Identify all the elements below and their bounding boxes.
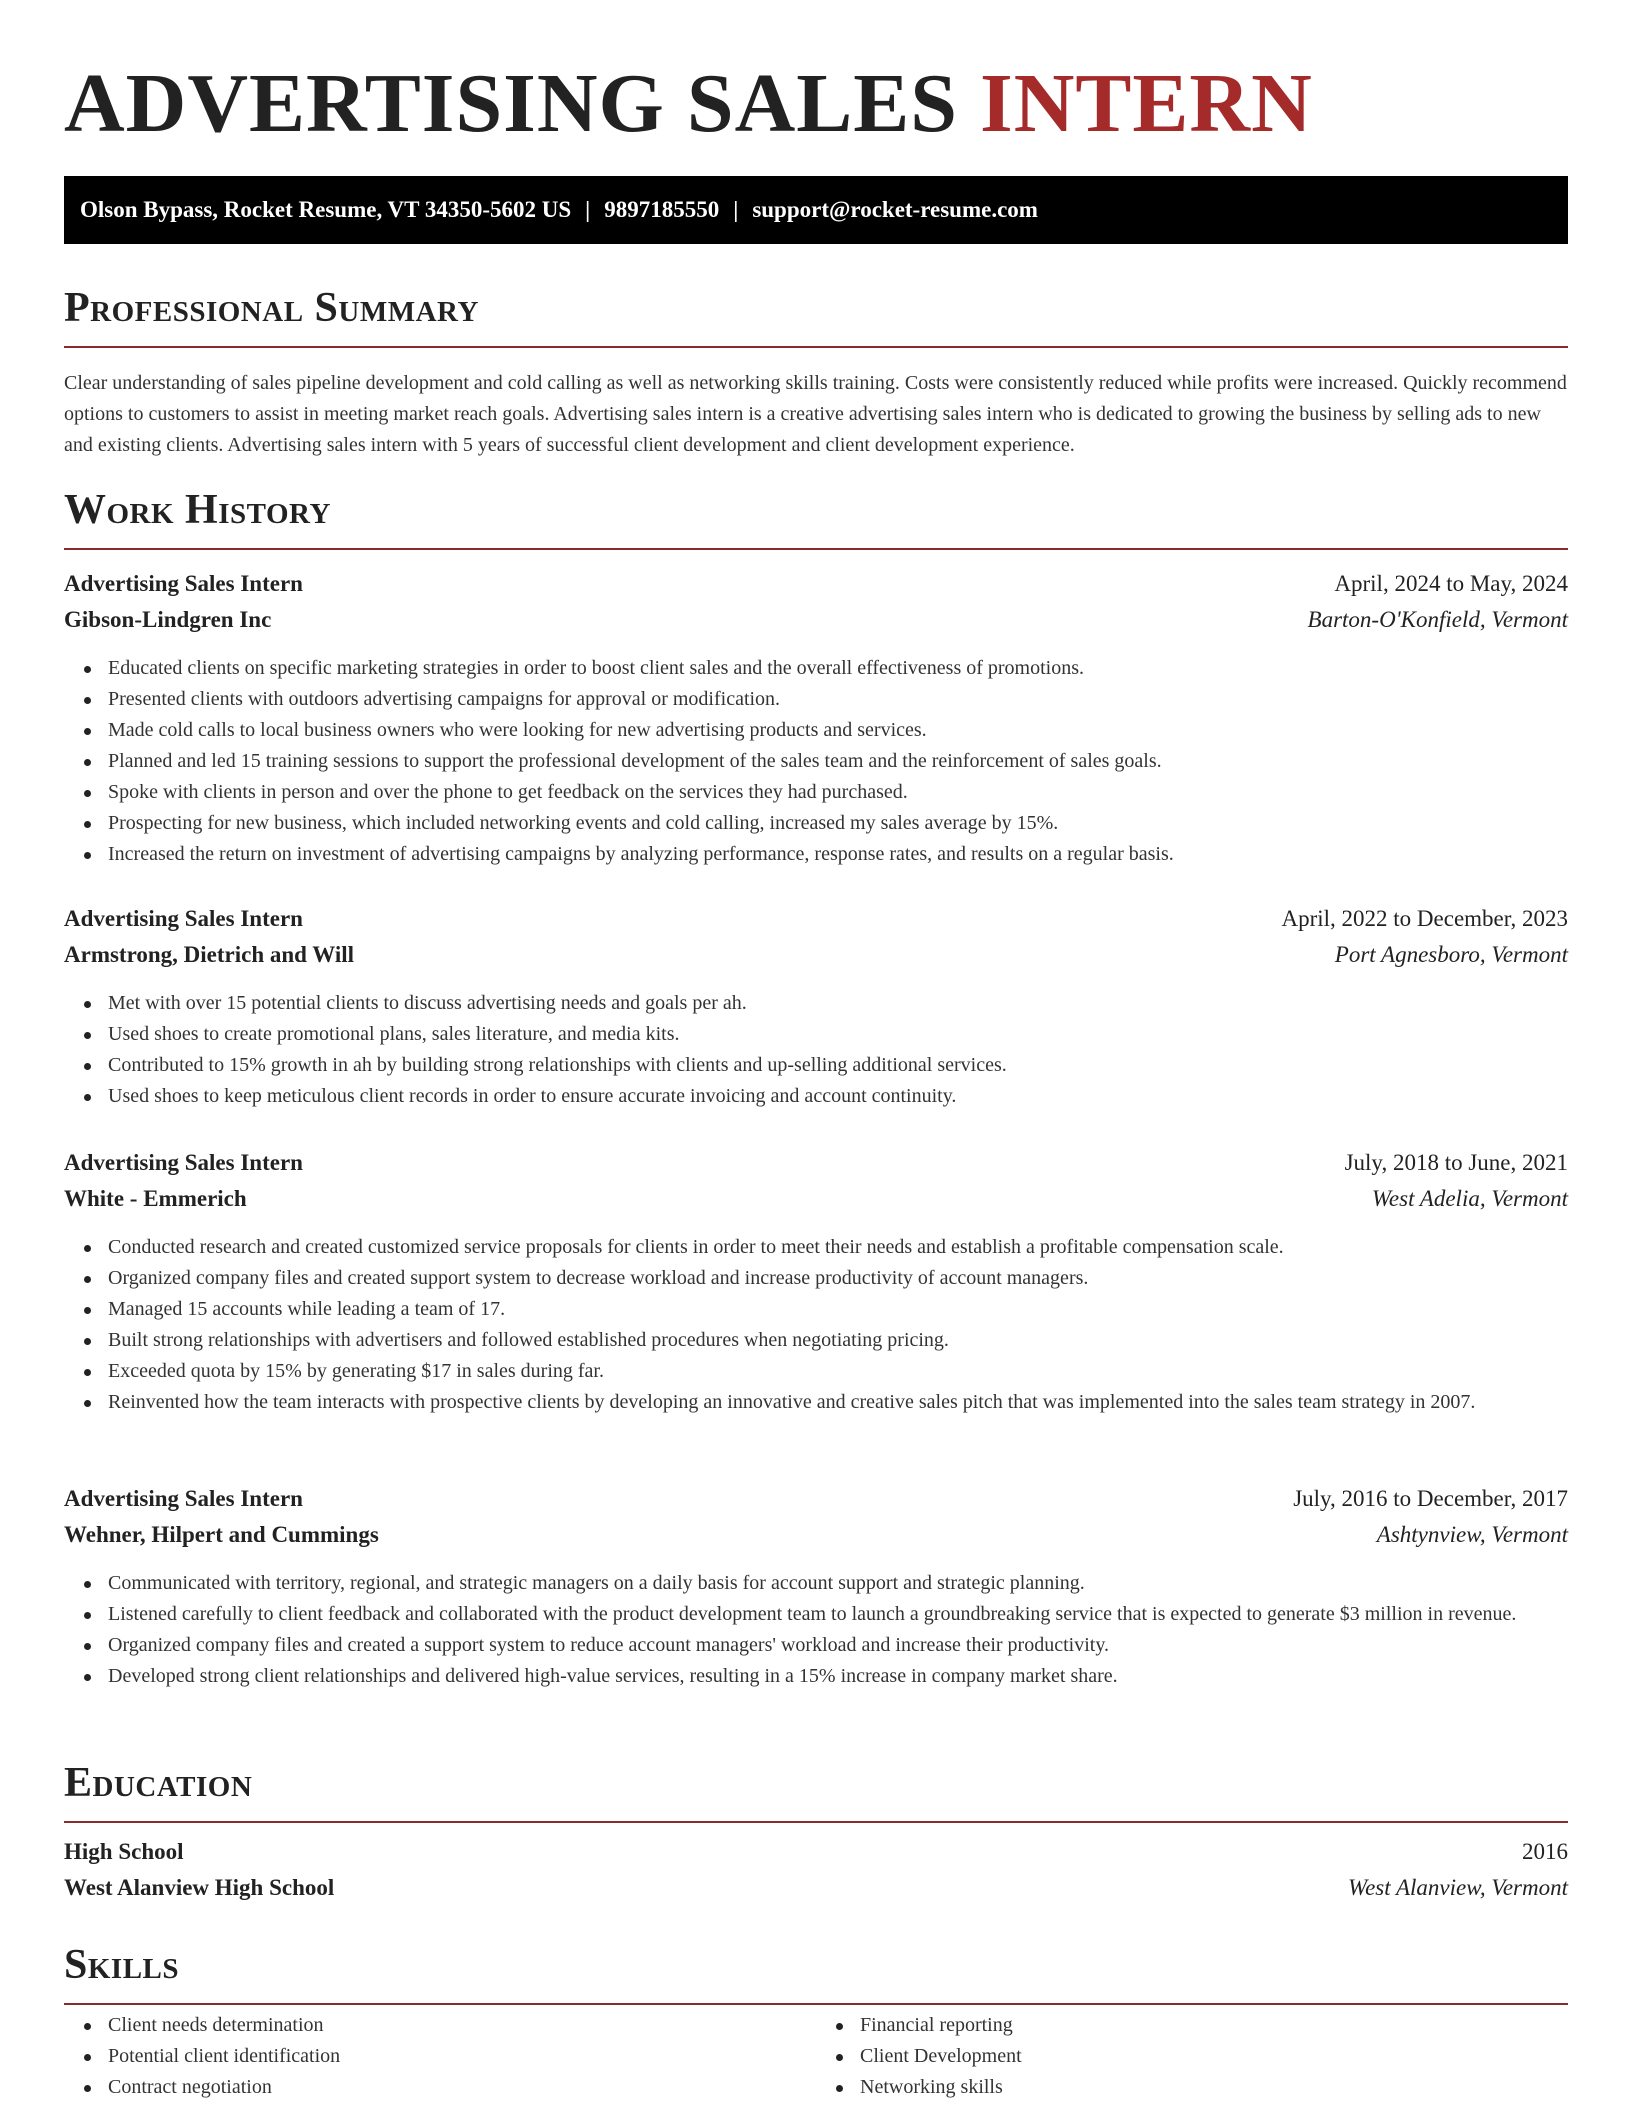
job-bullet: Developed strong client relationships and delivered high-value services, resulting in a 15% increase in company market share. — [108, 1661, 1568, 1692]
job-company: Armstrong, Dietrich and Will — [64, 942, 355, 967]
skill-item: Financial reporting — [860, 2010, 1568, 2041]
job-location: Ashtynview, Vermont — [1376, 1522, 1568, 1547]
contact-address: Olson Bypass, Rocket Resume, VT 34350-5602 US — [80, 197, 572, 222]
education-entry — [64, 1839, 1568, 1911]
job-bullet: Used shoes to create promotional plans, sales literature, and media kits. — [108, 1019, 1568, 1050]
job-bullet: Presented clients with outdoors advertising campaigns for approval or modification. — [108, 684, 1568, 715]
job-bullet: Conducted research and created customized service proposals for clients in order to meet their needs and establish a profitable compensation scale. — [108, 1232, 1568, 1263]
job-bullet: Organized company files and created a support system to reduce account managers' workload and increase their productivity. — [108, 1630, 1568, 1661]
job-dates: July, 2016 to December, 2017 — [1293, 1486, 1568, 1511]
skills-list — [64, 2010, 1568, 2103]
job-location: Barton-O'Konfield, Vermont — [1307, 607, 1568, 632]
job-dates: April, 2022 to December, 2023 — [1281, 906, 1568, 931]
job-location: West Adelia, Vermont — [1371, 1186, 1568, 1211]
job-bullets — [64, 988, 1568, 1112]
job-bullets — [64, 1568, 1568, 1692]
job-bullet: Organized company files and created support system to decrease workload and increase productivity of account managers. — [108, 1263, 1568, 1294]
education-location: West Alanview, Vermont — [1348, 1875, 1568, 1900]
job-bullet: Educated clients on specific marketing strategies in order to boost client sales and the overall effectiveness of promotions. — [108, 653, 1568, 684]
job-bullet: Made cold calls to local business owners who were looking for new advertising products and services. — [108, 715, 1568, 746]
education-year: 2016 — [1522, 1839, 1568, 1864]
skills-column-left — [64, 2010, 816, 2103]
job-bullet: Increased the return on investment of advertising campaigns by analyzing performance, response rates, and results on a regular basis. — [108, 839, 1568, 870]
job-bullet: Met with over 15 potential clients to discuss advertising needs and goals per ah. — [108, 988, 1568, 1019]
job-bullet: Reinvented how the team interacts with prospective clients by developing an innovative and creative sales pitch that was implemented into the sales team strategy in 2007. — [108, 1387, 1568, 1418]
job-bullets — [64, 653, 1568, 870]
job-bullet: Planned and led 15 training sessions to support the professional development of the sales team and the reinforcement of sales goals. — [108, 746, 1568, 777]
job-title: Advertising Sales Intern — [64, 1150, 303, 1175]
job-bullet: Built strong relationships with advertisers and followed established procedures when negotiating pricing. — [108, 1325, 1568, 1356]
resume-title — [64, 56, 1313, 152]
skills-heading: Skills — [64, 1939, 1568, 2005]
skills-column-right — [816, 2010, 1568, 2103]
job-title: Advertising Sales Intern — [64, 571, 303, 596]
job-dates: July, 2018 to June, 2021 — [1344, 1150, 1568, 1175]
skill-item: Client needs determination — [108, 2010, 816, 2041]
job-bullet: Exceeded quota by 15% by generating $17 in sales during far. — [108, 1356, 1568, 1387]
job-bullets — [64, 1232, 1568, 1418]
title-main: ADVERTISING SALES — [64, 57, 980, 150]
job-entry — [64, 1486, 1568, 1692]
job-entry — [64, 571, 1568, 870]
contact-bar — [64, 176, 1568, 244]
job-bullet: Communicated with territory, regional, and strategic managers on a daily basis for account support and strategic planning. — [108, 1568, 1568, 1599]
job-entry — [64, 1150, 1568, 1418]
job-entry — [64, 906, 1568, 1112]
contact-phone[interactable]: 9897185550 — [604, 197, 720, 222]
job-bullet: Managed 15 accounts while leading a team of 17. — [108, 1294, 1568, 1325]
education-heading: Education — [64, 1757, 1568, 1823]
job-bullet: Prospecting for new business, which included networking events and cold calling, increased my sales average by 15%. — [108, 808, 1568, 839]
job-title: Advertising Sales Intern — [64, 1486, 303, 1511]
job-location: Port Agnesboro, Vermont — [1334, 942, 1568, 967]
contact-separator: | — [733, 197, 739, 222]
contact-email[interactable]: support@rocket-resume.com — [752, 197, 1038, 222]
job-title: Advertising Sales Intern — [64, 906, 303, 931]
job-bullet: Listened carefully to client feedback and collaborated with the product development team to launch a groundbreaking service that is expected to generate $3 million in revenue. — [108, 1599, 1568, 1630]
job-company: White - Emmerich — [64, 1186, 247, 1211]
job-dates: April, 2024 to May, 2024 — [1334, 571, 1568, 596]
skill-item: Client Development — [860, 2041, 1568, 2072]
skill-item: Potential client identification — [108, 2041, 816, 2072]
job-bullet: Used shoes to keep meticulous client records in order to ensure accurate invoicing and account continuity. — [108, 1081, 1568, 1112]
job-company: Wehner, Hilpert and Cummings — [64, 1522, 379, 1547]
contact-separator: | — [585, 197, 591, 222]
job-company: Gibson-Lindgren Inc — [64, 607, 272, 632]
skill-item: Networking skills — [860, 2072, 1568, 2103]
title-accent: INTERN — [980, 57, 1313, 150]
skill-item: Contract negotiation — [108, 2072, 816, 2103]
summary-text: Clear understanding of sales pipeline development and cold calling as well as networking skills training. Costs were consistently reduced while profits were increased. Quickly recommend options to customers to assist in meeting market reach goals. Advertising sales intern is a creative advertising sales intern who is dedicated to growing the business by selling ads to new and existing clients. Advertising sales intern with 5 years of successful client development and client development experience. — [64, 372, 1567, 456]
education-school: West Alanview High School — [64, 1875, 335, 1900]
work-history-heading: Work History — [64, 484, 1568, 550]
job-bullet: Spoke with clients in person and over the phone to get feedback on the services they had purchased. — [108, 777, 1568, 808]
summary-heading: Professional Summary — [64, 282, 1568, 348]
job-bullet: Contributed to 15% growth in ah by building strong relationships with clients and up-selling additional services. — [108, 1050, 1568, 1081]
education-degree: High School — [64, 1839, 184, 1864]
